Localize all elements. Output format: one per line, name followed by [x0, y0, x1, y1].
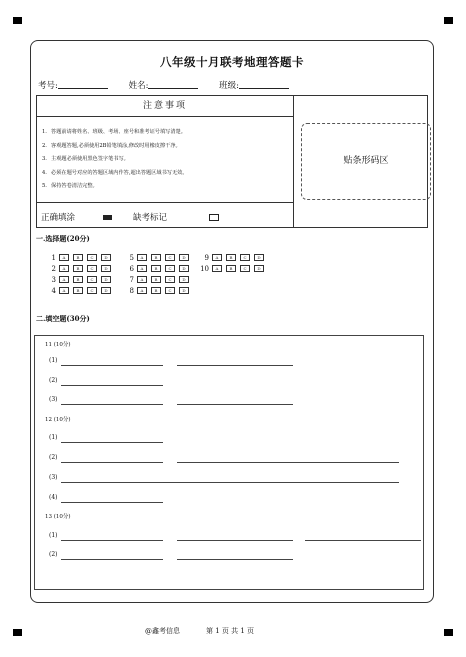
- answer-line[interactable]: [177, 559, 293, 560]
- question-number: 2: [51, 265, 56, 273]
- corner-mark-bl: [13, 629, 22, 636]
- blank-label: (2): [49, 551, 58, 558]
- blank-label: (2): [49, 377, 58, 384]
- name-field[interactable]: [148, 80, 198, 89]
- option-bubble[interactable]: A: [59, 287, 69, 294]
- option-bubble[interactable]: B: [73, 254, 83, 261]
- exam-no-field[interactable]: [58, 80, 108, 89]
- option-bubble[interactable]: B: [226, 254, 236, 261]
- option-bubble[interactable]: A: [137, 276, 147, 283]
- option-bubble[interactable]: C: [240, 265, 250, 272]
- rule-item: 4. 必须在题号对应的答题区域内作答,超出答题区域书写无效。: [42, 169, 188, 176]
- answer-line[interactable]: [177, 462, 399, 463]
- question-number: 8: [129, 287, 134, 295]
- blank-label: (1): [49, 434, 58, 441]
- option-bubble[interactable]: D: [179, 254, 189, 261]
- section-title-choice: 一.选择题(20分): [36, 234, 90, 243]
- answer-line[interactable]: [61, 482, 399, 483]
- question-number: 5: [129, 254, 134, 262]
- option-bubble[interactable]: C: [87, 265, 97, 272]
- question-number: 10: [200, 265, 209, 273]
- question-label: 12 (10分): [45, 417, 71, 423]
- option-bubble[interactable]: C: [165, 265, 175, 272]
- option-bubble[interactable]: B: [151, 287, 161, 294]
- option-bubble[interactable]: D: [101, 287, 111, 294]
- page-title: 八年级十月联考地理答题卡: [160, 55, 304, 69]
- barcode-area: 贴条形码区: [301, 123, 431, 200]
- notice-box: [36, 95, 428, 228]
- option-bubble[interactable]: A: [137, 265, 147, 272]
- answer-line[interactable]: [61, 385, 163, 386]
- question-number: 4: [51, 287, 56, 295]
- absent-label: 缺考标记: [133, 213, 168, 223]
- option-bubble[interactable]: B: [151, 276, 161, 283]
- footer-brand: @鑫考信息: [145, 627, 180, 635]
- option-bubble[interactable]: C: [87, 254, 97, 261]
- answer-line[interactable]: [177, 365, 293, 366]
- option-bubble[interactable]: A: [59, 265, 69, 272]
- answer-line[interactable]: [177, 540, 293, 541]
- answer-card: [30, 40, 434, 603]
- question-number: 6: [129, 265, 134, 273]
- option-bubble[interactable]: D: [101, 254, 111, 261]
- answer-line[interactable]: [61, 559, 163, 560]
- option-bubble[interactable]: D: [179, 276, 189, 283]
- notice-left: [37, 96, 294, 227]
- corner-mark-tr: [444, 17, 453, 24]
- option-bubble[interactable]: B: [226, 265, 236, 272]
- question-label: 11 (10分): [45, 342, 71, 348]
- blank-label: (1): [49, 357, 58, 364]
- option-bubble[interactable]: A: [59, 254, 69, 261]
- question-label: 13 (10分): [45, 514, 71, 520]
- option-bubble[interactable]: C: [240, 254, 250, 261]
- blank-label: (2): [49, 454, 58, 461]
- absent-mark-checkbox[interactable]: [209, 214, 219, 221]
- question-number: 3: [51, 276, 56, 284]
- answer-line[interactable]: [61, 404, 163, 405]
- question-number: 1: [51, 254, 56, 262]
- option-bubble[interactable]: A: [212, 265, 222, 272]
- question-number: 9: [204, 254, 209, 262]
- answer-line[interactable]: [305, 540, 421, 541]
- rule-item: 2. 客观题答题,必须使用2B铅笔填涂,修改时用橡皮擦干净。: [42, 142, 181, 149]
- fill-answer-area: [34, 335, 424, 590]
- option-bubble[interactable]: B: [151, 265, 161, 272]
- notice-heading: 注意事项: [37, 96, 293, 117]
- blank-label: (1): [49, 532, 58, 539]
- class-label: 班级:: [219, 81, 240, 91]
- option-bubble[interactable]: A: [137, 254, 147, 261]
- name-label: 姓名:: [128, 81, 149, 91]
- class-field[interactable]: [239, 80, 289, 89]
- option-bubble[interactable]: C: [87, 287, 97, 294]
- option-bubble[interactable]: C: [165, 276, 175, 283]
- rule-item: 5. 保持答卷清洁完整。: [42, 183, 98, 189]
- section-title-fill: 二.填空题(30分): [36, 314, 90, 323]
- notice-rules: [42, 126, 188, 194]
- option-bubble[interactable]: B: [73, 265, 83, 272]
- answer-line[interactable]: [61, 365, 163, 366]
- option-bubble[interactable]: A: [137, 287, 147, 294]
- option-bubble[interactable]: D: [254, 265, 264, 272]
- option-bubble[interactable]: C: [165, 254, 175, 261]
- option-bubble[interactable]: D: [101, 276, 111, 283]
- option-bubble[interactable]: D: [254, 254, 264, 261]
- option-bubble[interactable]: C: [87, 276, 97, 283]
- student-info-line: [38, 79, 299, 91]
- corner-mark-br: [444, 629, 453, 636]
- filled-mark-example: [103, 215, 112, 220]
- option-bubble[interactable]: A: [212, 254, 222, 261]
- blank-label: (3): [49, 396, 58, 403]
- rule-item: 3. 主观题必须使用黑色签字笔书写。: [42, 156, 129, 162]
- option-bubble[interactable]: B: [151, 254, 161, 261]
- option-bubble[interactable]: D: [179, 265, 189, 272]
- answer-line[interactable]: [177, 404, 293, 405]
- option-bubble[interactable]: D: [101, 265, 111, 272]
- footer-page-number: 第 1 页 共 1 页: [206, 627, 255, 635]
- exam-no-label: 考号:: [38, 81, 58, 91]
- option-bubble[interactable]: A: [59, 276, 69, 283]
- answer-line[interactable]: [61, 540, 163, 541]
- mark-examples: [37, 202, 293, 230]
- option-bubble[interactable]: B: [73, 287, 83, 294]
- correct-fill-label: 正确填涂: [41, 213, 76, 223]
- option-bubble[interactable]: C: [165, 287, 175, 294]
- question-number: 7: [129, 276, 134, 284]
- blank-label: (3): [49, 474, 58, 481]
- rule-item: 1. 答题前请将姓名、班级、考场、座号和准考证号填写清楚。: [42, 129, 186, 135]
- answer-line[interactable]: [61, 442, 163, 443]
- corner-mark-tl: [13, 17, 22, 24]
- answer-line[interactable]: [61, 502, 163, 503]
- option-bubble[interactable]: B: [73, 276, 83, 283]
- answer-line[interactable]: [61, 462, 163, 463]
- blank-label: (4): [49, 494, 58, 501]
- option-bubble[interactable]: D: [179, 287, 189, 294]
